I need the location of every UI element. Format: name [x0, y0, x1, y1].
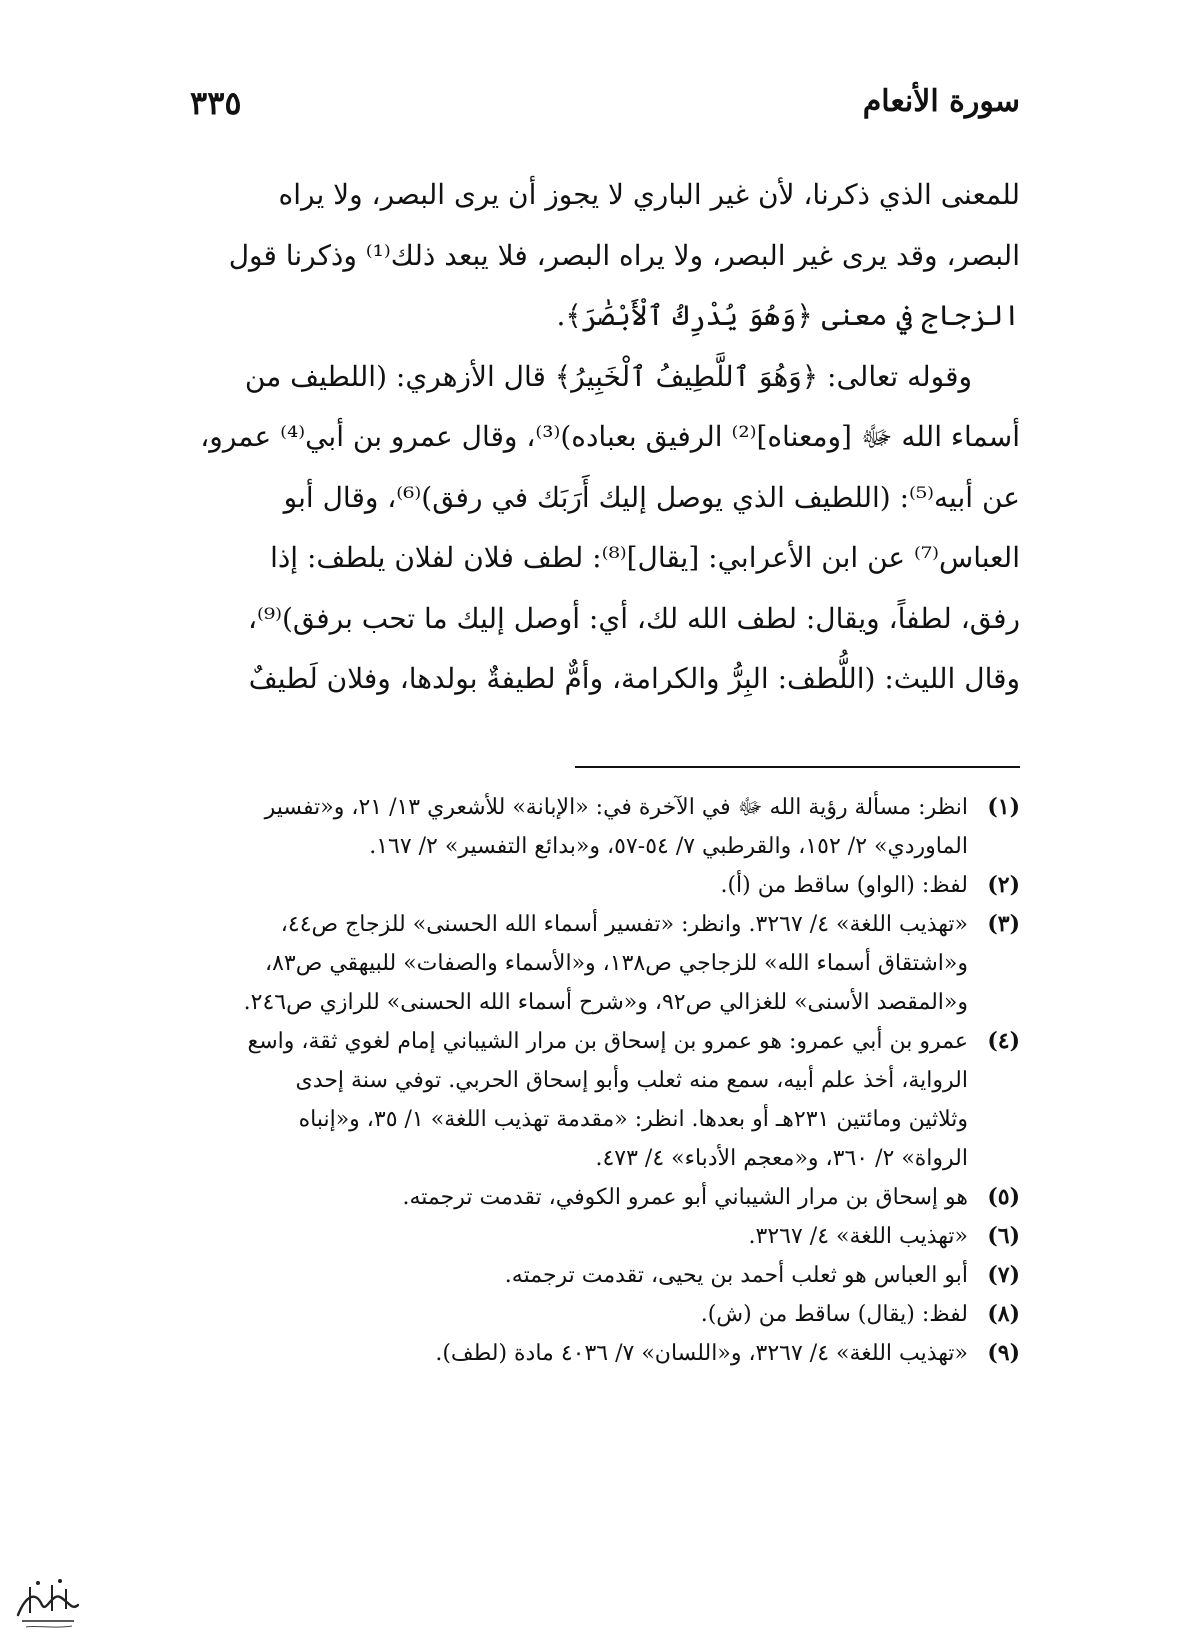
footnote-line: وثلاثين ومائتين ٢٣١هـ أو بعدها. انظر: «مقدمة تهذيب اللغة» ١/ ٣٥، و«إنباه — [298, 1107, 968, 1132]
footnote-body — [130, 788, 968, 866]
footnote-line: «تهذيب اللغة» ٤/ ٣٢٦٧، و«اللسان» ٧/ ٤٠٣٦ مادة (لطف). — [435, 1341, 968, 1366]
footnote-line: لفظ: (الواو) ساقط من (أ). — [720, 873, 968, 898]
footnote-line: عمرو بن أبي عمرو: هو عمرو بن إسحاق بن مرار الشيباني إمام لغوي ثقة، واسع — [247, 1029, 968, 1054]
footnote-number: (٣) — [987, 911, 1020, 937]
footnote-number: (٥) — [987, 1184, 1020, 1210]
footnote-body — [130, 1022, 968, 1178]
page-number: ٣٣٥ — [190, 84, 242, 122]
text-line: العباس⁽⁷⁾ عن ابن الأعرابي: [يقال]⁽⁸⁾: لطف فلان لفلان يلطف: إذا — [270, 541, 1020, 574]
text-line: الزجاج في معنى ﴿وَهُوَ يُدْرِكُ ٱلْأَبْصَٰرَ﴾. — [556, 299, 1020, 332]
text-line: البصر، وقد يرى غير البصر، ولا يراه البصر، فلا يبعد ذلك⁽¹⁾ وذكرنا قول — [228, 238, 1020, 272]
footnote-8 — [130, 1295, 1020, 1334]
footnotes — [130, 788, 1020, 1373]
footnote-line: الماوردي» ٢/ ١٥٢، والقرطبي ٧/ ٥٤-٥٧، و«بدائع التفسير» ٢/ ١٦٧. — [369, 834, 968, 859]
text-line: للمعنى الذي ذكرنا، لأن غير الباري لا يجوز أن يرى البصر، ولا يراه — [278, 178, 1020, 211]
footnote-line: الرواية، أخذ علم أبيه، سمع منه ثعلب وأبو إسحاق الحربي. توفي سنة إحدى — [295, 1068, 968, 1093]
footnote-line: انظر: مسألة رؤية الله ﷻ في الآخرة في: «الإبانة» للأشعري ١٣/ ٢١، و«تفسير — [264, 795, 968, 820]
footnote-body — [130, 905, 968, 1022]
text-line: عن أبيه⁽⁵⁾: (اللطيف الذي يوصل إليك أَرَبَك في رفق)⁽⁶⁾، وقال أبو — [283, 480, 1020, 514]
footnote-body — [130, 1178, 968, 1217]
footnote-line: و«اشتقاق أسماء الله» للزجاجي ص١٣٨، و«الأسماء والصفات» للبيهقي ص٨٣، — [265, 951, 968, 976]
footnote-body — [130, 866, 968, 905]
main-text — [130, 165, 1020, 710]
surah-title: سورة الأنعام — [862, 84, 1020, 119]
footnote-line: الرواة» ٢/ ٣٦٠، و«معجم الأدباء» ٤/ ٤٧٣. — [595, 1146, 968, 1171]
footnote-number: (٩) — [987, 1340, 1020, 1366]
footnote-line: لفظ: (يقال) ساقط من (ش). — [700, 1302, 968, 1327]
text-line: رفق، لطفاً، ويقال: لطف الله لك، أي: أوصل إليك ما تحب برفق)⁽⁹⁾، — [247, 601, 1020, 635]
footnote-4 — [130, 1022, 1020, 1178]
footnote-line: هو إسحاق بن مرار الشيباني أبو عمرو الكوفي، تقدمت ترجمته. — [402, 1185, 968, 1210]
footnote-1 — [130, 788, 1020, 866]
footnote-body — [130, 1295, 968, 1334]
footnote-body — [130, 1334, 968, 1373]
footnote-2 — [130, 866, 1020, 905]
footnote-number: (٢) — [987, 872, 1020, 898]
footnote-body — [130, 1256, 968, 1295]
footnote-9 — [130, 1334, 1020, 1373]
footnote-number: (٦) — [987, 1223, 1020, 1249]
footnote-number: (٧) — [987, 1262, 1020, 1288]
footnote-line: «تهذيب اللغة» ٤/ ٣٢٦٧. وانظر: «تفسير أسماء الله الحسنى» للزجاج ص٤٤، — [280, 912, 968, 937]
footnote-divider — [575, 766, 1020, 768]
text-line: وقوله تعالى: ﴿وَهُوَ ٱللَّطِيفُ ٱلْخَبِيرُ﴾ قال الأزهري: (اللطيف من — [244, 359, 972, 393]
footnote-number: (٨) — [987, 1301, 1020, 1327]
footnote-5 — [130, 1178, 1020, 1217]
text-line: وقال الليث: (اللُّطف: البِرُّ والكرامة، وأمٌّ لطيفةٌ بولدها، وفلان لَطيفٌ — [248, 662, 1020, 695]
footnote-7 — [130, 1256, 1020, 1295]
footnote-body — [130, 1217, 968, 1256]
footnote-3 — [130, 905, 1020, 1022]
footnote-line: و«المقصد الأسنى» للغزالي ص٩٢، و«شرح أسماء الله الحسنى» للرازي ص٢٤٦. — [243, 990, 968, 1015]
footnote-line: أبو العباس هو ثعلب أحمد بن يحيى، تقدمت ترجمته. — [504, 1263, 968, 1288]
text-line: أسماء الله ﷻ [ومعناه]⁽²⁾ الرفيق بعباده)⁽³⁾، وقال عمرو بن أبي⁽⁴⁾ عمرو، — [200, 420, 1020, 453]
page-header — [190, 78, 1020, 138]
footnote-6 — [130, 1217, 1020, 1256]
footnote-line: «تهذيب اللغة» ٤/ ٣٢٦٧. — [748, 1224, 968, 1249]
publisher-logo — [12, 1575, 84, 1633]
footnote-number: (١) — [987, 794, 1020, 820]
footnote-number: (٤) — [987, 1028, 1020, 1054]
